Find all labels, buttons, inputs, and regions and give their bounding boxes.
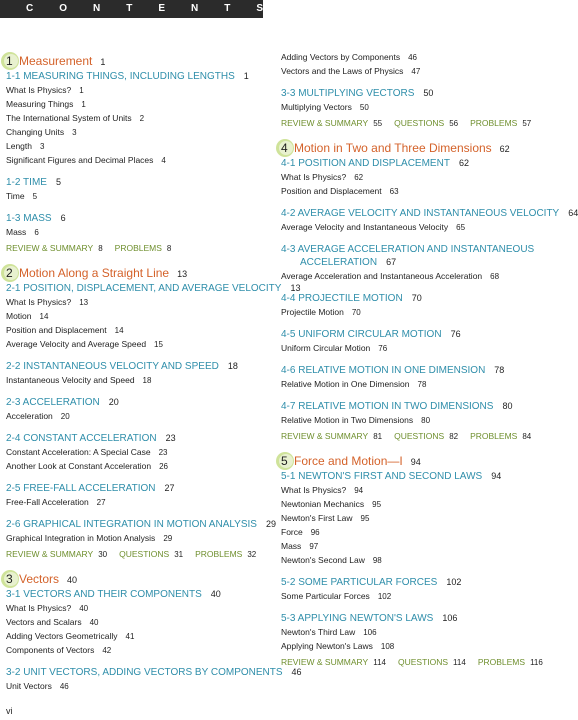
topic-title: Average Acceleration and Instantaneous Acceleration [281,271,483,281]
topic-entry[interactable] [6,337,268,351]
topic-entry[interactable] [281,184,540,198]
topic-title: Relative Motion in Two Dimensions [281,415,414,425]
topic-entry[interactable] [6,111,268,125]
topic-entry[interactable] [281,497,540,511]
chapter-title: Measurement [19,54,93,68]
section-entry[interactable] [281,612,540,625]
end-matter-page: 8 [166,244,172,253]
chapter-entry[interactable] [281,453,540,469]
topic-entry[interactable] [6,295,268,309]
contents-banner [0,0,289,18]
chapter-number-text: 2 [6,266,13,280]
section-page: 29 [265,519,276,529]
topic-page: 80 [421,416,431,425]
section-entry[interactable] [6,360,268,373]
topic-page: 46 [408,53,417,62]
topic-title: What Is Physics? [6,297,72,307]
topic-page: 3 [72,128,77,137]
section-page: 5 [55,177,61,187]
end-matter-page: 57 [522,119,532,128]
chapter-number [6,571,18,587]
topic-entry[interactable] [6,83,268,97]
topic-page: 63 [389,187,399,196]
topic-page: 98 [372,556,382,565]
topic-title: Vectors and the Laws of Physics [281,66,404,76]
chapter-title: Force and Motion—I [294,454,403,468]
topic-title: Uniform Circular Motion [281,343,371,353]
end-matter-page: 114 [453,658,466,667]
chapter-number [6,265,18,281]
topic-page: 70 [351,308,361,317]
end-matter-label[interactable]: REVIEW & SUMMARY [281,431,369,441]
section-title: 5-3 APPLYING NEWTON'S LAWS [281,613,434,624]
end-matter-label[interactable]: REVIEW & SUMMARY [281,657,369,667]
topic-page: 27 [96,498,106,507]
section-title: 3-2 UNIT VECTORS, ADDING VECTORS BY COMPONENTS [6,667,283,678]
topic-page: 108 [380,642,395,651]
section-page: 6 [60,213,66,223]
topic-title: Newton's Second Law [281,555,365,565]
topic-page: 13 [79,298,89,307]
topic-page: 106 [363,628,377,637]
topic-page: 1 [79,86,84,95]
topic-entry[interactable] [281,639,540,653]
section-page: 40 [210,589,221,599]
topic-entry[interactable] [281,170,540,184]
topic-entry[interactable] [6,679,268,693]
end-matter-label[interactable]: REVIEW & SUMMARY [6,549,94,559]
topic-page: 40 [79,604,89,613]
topic-title: What Is Physics? [6,85,72,95]
end-matter-label[interactable]: PROBLEMS [470,431,518,441]
end-matter-label[interactable]: QUESTIONS [397,657,449,667]
topic-title: Newton's First Law [281,513,353,523]
topic-entry[interactable] [281,539,540,553]
topic-page: 68 [490,272,500,281]
topic-title: Adding Vectors Geometrically [6,631,118,641]
topic-entry[interactable] [281,589,540,603]
topic-entry[interactable] [6,125,268,139]
topic-entry[interactable] [6,643,268,657]
topic-title: Projectile Motion [281,307,344,317]
section-title: 2-1 POSITION, DISPLACEMENT, AND AVERAGE VELOCITY [6,283,282,294]
topic-entry[interactable] [281,377,540,391]
topic-title: Length [6,141,32,151]
section-page: 62 [458,158,469,168]
topic-page: 18 [142,376,152,385]
topic-entry[interactable] [6,189,268,203]
topic-title: Newton's Third Law [281,627,356,637]
section-entry[interactable] [6,212,268,225]
chapter-title: Vectors [19,572,60,586]
topic-entry[interactable] [6,601,268,615]
section-title: 1-2 TIME [6,177,47,188]
section-entry[interactable] [281,470,540,483]
chapter-number-text: 1 [6,54,13,68]
topic-page: 23 [158,448,168,457]
section-entry[interactable] [281,364,540,377]
topic-page: 96 [310,528,320,537]
topic-title: Some Particular Forces [281,591,370,601]
end-matter-page: 30 [98,550,108,559]
section-page: 13 [290,283,301,293]
chapter-number-text: 4 [281,141,288,155]
end-matter-page: 31 [174,550,184,559]
topic-title: Applying Newton's Laws [281,641,373,651]
topic-title: What Is Physics? [281,172,347,182]
section-title: 2-3 ACCELERATION [6,397,100,408]
end-matter-label[interactable]: REVIEW & SUMMARY [6,243,94,253]
banner-title: CONTENTS [26,3,289,14]
topic-title: What Is Physics? [281,485,347,495]
topic-page: 102 [377,592,392,601]
chapter-page: 40 [67,575,78,585]
chapter-number [281,453,293,469]
section-title: 1-3 MASS [6,213,52,224]
section-entry[interactable] [281,400,540,413]
topic-page: 94 [354,486,364,495]
topic-page: 1 [81,100,86,109]
topic-entry[interactable] [281,511,540,525]
topic-entry[interactable] [281,625,540,639]
section-title: 3-3 MULTIPLYING VECTORS [281,88,415,99]
topic-entry[interactable] [6,153,268,167]
end-matter-label[interactable]: PROBLEMS [477,657,526,667]
section-entry[interactable] [281,328,540,341]
section-page: 64 [568,208,578,218]
section-title: 4-7 RELATIVE MOTION IN TWO DIMENSIONS [281,401,494,412]
end-matter-label[interactable]: QUESTIONS [119,549,170,559]
section-page: 80 [502,401,513,411]
section-page: 27 [164,483,175,493]
topic-entry[interactable] [6,373,268,387]
section-page: 1 [243,71,249,81]
topic-entry[interactable] [281,269,540,283]
end-matter-row [6,547,268,561]
topic-title: Position and Displacement [6,325,107,335]
topic-page: 4 [161,156,166,165]
chapter-page: 62 [499,144,510,154]
chapter-number-text: 3 [6,572,13,586]
section-title: 4-2 AVERAGE VELOCITY AND INSTANTANEOUS VELOCITY [281,208,560,219]
topic-entry[interactable] [6,309,268,323]
section-entry[interactable] [281,87,540,100]
topic-title: Changing Units [6,127,65,137]
section-page: 50 [423,88,434,98]
topic-page: 97 [309,542,319,551]
chapter-number-text: 5 [281,454,288,468]
topic-page: 62 [354,173,364,182]
topic-entry[interactable] [6,531,268,545]
end-matter-row [281,429,540,443]
topic-entry[interactable] [6,409,268,423]
end-matter-label[interactable]: PROBLEMS [470,118,518,128]
chapter-number [281,140,293,156]
section-entry[interactable] [281,157,540,170]
end-matter-label[interactable]: PROBLEMS [195,549,243,559]
topic-page: 14 [114,326,124,335]
topic-title: Mass [281,541,302,551]
topic-page: 2 [139,114,145,123]
topic-entry[interactable] [6,629,268,643]
end-matter-page: 82 [449,432,459,441]
chapter-page: 94 [410,457,421,467]
chapter-entry[interactable] [281,140,540,156]
topic-title: Components of Vectors [6,645,95,655]
section-title: 3-1 VECTORS AND THEIR COMPONENTS [6,589,202,600]
end-matter-page: 32 [247,550,257,559]
topic-entry[interactable] [6,225,268,239]
topic-title: Vectors and Scalars [6,617,82,627]
topic-entry[interactable] [281,525,540,539]
topic-entry[interactable] [6,615,268,629]
topic-entry[interactable] [281,64,540,78]
section-title: 5-2 SOME PARTICULAR FORCES [281,577,438,588]
topic-entry[interactable] [281,50,540,64]
topic-title: Significant Figures and Decimal Places [6,155,154,165]
section-page: 18 [227,361,238,371]
topic-page: 65 [456,223,466,232]
section-entry[interactable] [6,482,268,495]
section-page: 46 [291,667,302,677]
topic-page: 95 [360,514,370,523]
section-entry[interactable] [6,588,268,601]
topic-entry[interactable] [281,305,540,319]
end-matter-label[interactable]: QUESTIONS [394,431,445,441]
section-page: 94 [491,471,502,481]
end-matter-page: 55 [373,119,383,128]
chapter-entry[interactable] [6,571,268,587]
topic-page: 6 [34,228,39,237]
section-title: 2-2 INSTANTANEOUS VELOCITY AND SPEED [6,361,219,372]
topic-page: 3 [40,142,45,151]
section-title: 4-6 RELATIVE MOTION IN ONE DIMENSION [281,365,486,376]
toc-right-column [281,50,578,671]
end-matter-page: 56 [449,119,459,128]
topic-entry[interactable] [281,553,540,567]
topic-page: 47 [411,67,421,76]
end-matter-page: 114 [373,658,386,667]
section-title: 5-1 NEWTON'S FIRST AND SECOND LAWS [281,471,483,482]
topic-entry[interactable] [281,413,540,427]
topic-title: The International System of Units [6,113,132,123]
topic-page: 14 [39,312,49,321]
end-matter-page: 81 [373,432,383,441]
topic-page: 29 [163,534,173,543]
section-title: 4-1 POSITION AND DISPLACEMENT [281,158,450,169]
section-page: 23 [165,433,176,443]
section-entry[interactable] [6,176,268,189]
section-entry[interactable] [6,518,276,531]
section-entry[interactable] [6,282,301,295]
section-title: 2-5 FREE-FALL ACCELERATION [6,483,156,494]
section-entry[interactable] [6,70,268,83]
topic-page: 46 [59,682,69,691]
page-number: vi [6,706,13,716]
section-title: 2-4 CONSTANT ACCELERATION [6,433,157,444]
end-matter-page: 116 [530,658,543,667]
topic-title: Constant Acceleration: A Special Case [6,447,151,457]
topic-entry[interactable] [281,341,540,355]
topic-title: Adding Vectors by Components [281,52,401,62]
end-matter-label[interactable]: REVIEW & SUMMARY [281,118,369,128]
section-entry[interactable] [281,243,540,269]
section-title: 4-4 PROJECTILE MOTION [281,293,403,304]
topic-entry[interactable] [281,220,540,234]
topic-page: 50 [359,103,369,112]
topic-page: 15 [154,340,163,349]
section-title: 4-5 UNIFORM CIRCULAR MOTION [281,329,442,340]
chapter-entry[interactable] [6,53,268,69]
topic-entry[interactable] [6,445,268,459]
topic-page: 42 [102,646,112,655]
topic-title: Motion [6,311,32,321]
topic-entry[interactable] [6,323,268,337]
topic-page: 76 [378,344,388,353]
topic-title: Average Velocity and Average Speed [6,339,147,349]
topic-title: Another Look at Constant Acceleration [6,461,152,471]
topic-title: Force [281,527,303,537]
topic-title: Time [6,191,25,201]
section-title: 1-1 MEASURING THINGS, INCLUDING LENGTHS [6,71,235,82]
section-entry[interactable] [281,207,578,220]
topic-entry[interactable] [6,97,268,111]
topic-page: 40 [89,618,99,627]
end-matter-row [281,655,543,669]
end-matter-label[interactable]: QUESTIONS [394,118,445,128]
topic-title: Instantaneous Velocity and Speed [6,375,135,385]
topic-page: 95 [372,500,382,509]
topic-page: 78 [417,380,427,389]
section-title: 2-6 GRAPHICAL INTEGRATION IN MOTION ANALYSIS [6,519,257,530]
topic-title: Mass [6,227,27,237]
section-entry[interactable] [6,666,302,679]
section-page: 76 [450,329,461,339]
section-page: 106 [442,613,458,623]
topic-entry[interactable] [6,139,268,153]
section-title: 4-3 AVERAGE ACCELERATION AND INSTANTANEOUS [281,244,535,255]
end-matter-label[interactable]: PROBLEMS [114,243,162,253]
topic-title: Multiplying Vectors [281,102,352,112]
topic-title: Position and Displacement [281,186,382,196]
topic-entry[interactable] [281,100,540,114]
section-entry[interactable] [281,576,540,589]
topic-page: 26 [159,462,168,471]
section-title-continued: ACCELERATION [300,257,378,268]
topic-title: Unit Vectors [6,681,52,691]
end-matter-page: 84 [522,432,532,441]
chapter-number [6,53,18,69]
chapter-title: Motion in Two and Three Dimensions [294,141,492,155]
topic-title: Newtonian Mechanics [281,499,365,509]
chapter-page: 1 [100,57,106,67]
topic-title: Average Velocity and Instantaneous Velocity [281,222,449,232]
section-page: 78 [494,365,505,375]
topic-page: 20 [60,412,70,421]
topic-title: Measuring Things [6,99,74,109]
end-matter-page: 8 [98,244,103,253]
section-page: 67 [386,257,397,267]
topic-page: 41 [125,632,135,641]
topic-title: What Is Physics? [6,603,72,613]
topic-title: Graphical Integration in Motion Analysis [6,533,156,543]
section-page: 102 [446,577,462,587]
topic-entry[interactable] [6,495,268,509]
topic-title: Relative Motion in One Dimension [281,379,410,389]
topic-entry[interactable] [6,459,268,473]
section-entry[interactable] [281,292,540,305]
chapter-page: 13 [177,269,188,279]
section-page: 20 [108,397,119,407]
topic-title: Free-Fall Acceleration [6,497,89,507]
end-matter-row [6,241,268,255]
topic-entry[interactable] [281,483,540,497]
topic-title: Acceleration [6,411,53,421]
topic-page: 5 [32,192,38,201]
section-entry[interactable] [6,396,268,409]
chapter-entry[interactable] [6,265,268,281]
section-page: 70 [411,293,422,303]
chapter-title: Motion Along a Straight Line [19,266,170,280]
end-matter-row [281,116,540,130]
section-entry[interactable] [6,432,268,445]
